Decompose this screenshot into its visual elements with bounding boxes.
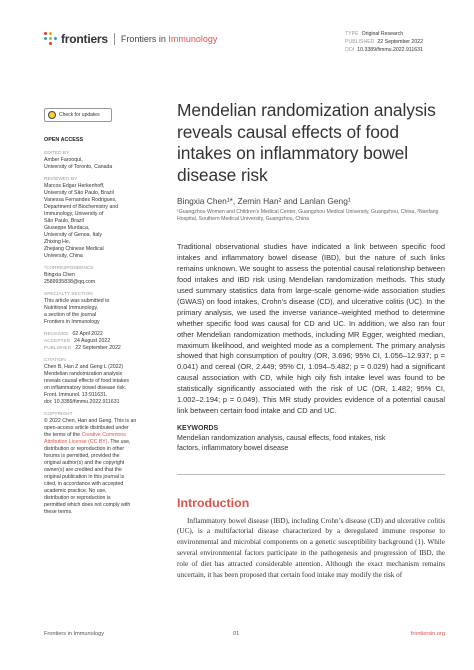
received-value: 02 April 2022 [72,331,103,337]
reviewed-by-key: REVIEWED BY [44,177,78,182]
copyright-value: © 2022 Chen, Han and Geng. This is an open-access article distributed under the terms of the Creative Commons Attribution License (CC BY). The use, distribution or reproduction in other forums is permitted, provided the original author(s) and the copyright owner(s) are credited and that the original publication in this journal is cited, in accordance with accepted academic practice. No use, distribution or reproduction is permitted which does not comply with these terms. [44,418,137,515]
page-number: 01 [233,631,240,637]
article-main [177,100,445,580]
license-link[interactable]: Creative Commons Attribution License (CC BY) [44,432,126,445]
article-title: Mendelian randomization analysis reveals causal effects of food intakes on inflammatory bowel disease risk [177,100,436,185]
check-updates-label: Check for updates [59,111,100,118]
abstract: Traditional observational studies have indicated a link between specific food intakes and inflammatory bowel disease (IBD), but the nature of such links remains unknown. We sought to assess the potential causal relationship between food intakes and IBD risk using Mendelian randomization methods. This study used summary statistics data from large-scale genome-wide association studies (GWAS) on food intakes, Crohn’s disease (CD), and ulcerative colitis (UC). In the primary analysis, we used the inverse variance–weighted method to determine whether specific food was causal for CD and UC. In addition, we also ran four other Mendelian randomization methods, including MR Egger, weighted median, maximum likelihood, and weighted mode as a complement. The primary analysis showed that high consumption of poultry (OR, 3.696; 95% CI, 1.056–12.937; p = 0.041) and cereal (OR, 2.449; 95% CI, 1.094–5.482; p = 0.029) had a significant causal association with CD, while high oily fish intake level was found to be statistically significantly associated with the risk of UC (OR, 1.482; 95% CI, 1.002–2.194; p = 0.049). This MR study provides evidence of a potential causal link between certain food intake and CD and UC. [177,242,445,415]
citation-key: CITATION [44,358,66,363]
introduction-text: Inflammatory bowel disease (IBD), including Crohn’s disease (CD) and ulcerative colitis (UC), is a multifactorial disease characterized by a deregulated immune response to environmental and microbial components on a genetic susceptibility background (1). While several environmental factors participate in the pathogenesis and progression of IBD, the role of diet has attracted considerable attention. Although the exact mechanism remains uncertain, it has been proposed that certain food intake may modify the risk of [177,516,445,579]
brand-name: frontiers [61,32,108,46]
footer-journal: Frontiers in Immunology [44,631,104,637]
published-value: 22 September 2022 [75,345,121,351]
meta-published: PUBLISHED 22 September 2022 [345,39,423,45]
keywords-label: KEYWORDS [177,424,219,432]
copyright-key: COPYRIGHT [44,412,73,417]
edited-by-key: EDITED BY [44,151,70,156]
article-meta [345,30,423,54]
keywords-list: Mendelian randomization analysis, causal effects, food intakes, risk factors, inflammatory bowel disease [177,434,386,452]
journal-logo[interactable] [44,32,217,46]
frontiers-logo-icon [44,32,58,46]
accepted-value: 24 August 2022 [74,338,111,344]
introduction-heading: Introduction [177,495,250,510]
reviewed-by-value: Marcos Edgar Herkenhoff, University of São Paulo, Brazil Vanessa Fernandes Rodrigues, Department of Biochemistry and Immunology, University of São Paulo, Brazil Giuseppe Murdaca, University of Genoa, Italy Zhixing He, Zhejiang Chinese Medical University, China [44,183,119,259]
open-access-label: OPEN ACCESS [44,137,84,143]
author-list: Bingxia Chen¹*, Zemin Han² and Lanlan Geng¹ [177,196,351,206]
specialty-section-key: SPECIALTY SECTION [44,292,93,297]
affiliations: ¹Guangzhou Women and Children’s Medical Center, Guangzhou Medical University, Guangzhou, China, ²Nanfang Hospital, Southern Medical University, Guangzhou, China [177,209,439,223]
keywords-block [177,424,445,454]
correspondence-value[interactable]: Bingxia Chen 2589935838@qq.com [44,272,96,285]
footer-site-link[interactable]: frontiersin.org [410,631,445,637]
logo-divider [114,33,115,45]
correspondence-key: *CORRESPONDENCE [44,266,94,271]
check-updates-icon [48,111,56,119]
article-sidebar [44,108,140,516]
edited-by-value: Amber Farooqui, University of Toronto, Canada [44,157,113,170]
journal-name: Frontiers in Immunology [120,34,218,44]
meta-type: TYPE Original Research [345,31,404,37]
accepted-key: ACCEPTED [44,339,71,344]
check-updates-button[interactable] [44,108,112,122]
received-key: RECEIVED [44,332,69,337]
citation-value: Chen B, Han Z and Geng L (2022) Mendelian randomization analysis reveals causal effects of food intakes on inflammatory bowel disease risk. Front. Immunol. 13:911631. doi: 10.3389/fimmu.2022.911631 [44,364,129,405]
published-key: PUBLISHED [44,346,72,351]
section-divider [177,474,445,475]
meta-doi: DOI 10.3389/fimmu.2022.911631 [345,47,423,53]
specialty-section-value: This article was submitted to Nutritional Immunology, a section of the journal Frontiers in Immunology [44,298,110,325]
dates-block [44,331,140,352]
